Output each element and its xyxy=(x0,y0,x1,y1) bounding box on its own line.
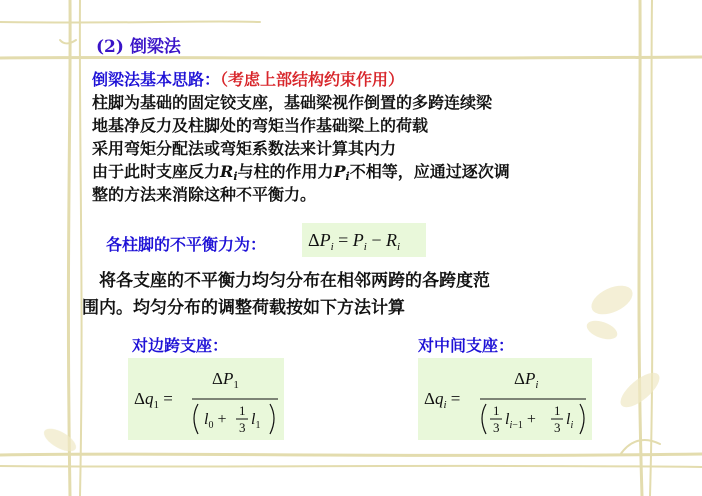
edge-formula-box xyxy=(128,358,284,440)
text-line-4: 由于此时支座反力$R_i$与柱的作用力$P_i$不相等，应通过逐次调 xyxy=(92,162,510,183)
svg-text:3: 3 xyxy=(239,420,246,435)
middle-support-label: 对中间支座： xyxy=(418,336,515,355)
slide-title: (2) 倒梁法 xyxy=(96,37,181,57)
svg-text:3: 3 xyxy=(493,420,500,435)
svg-text:ΔP1: $\Delta P_1$ xyxy=(212,369,239,391)
unbalance-formula-box xyxy=(302,223,426,257)
content-lines xyxy=(92,68,632,206)
edge-support-label: 对边跨支座： xyxy=(132,336,229,355)
svg-text:li: $l_i$ xyxy=(566,411,574,431)
svg-text:ΔPi: $\Delta P_i$ xyxy=(514,369,539,391)
paragraph-line-2: 围内。均匀分布的调整荷载按如下方法计算 xyxy=(82,298,405,318)
text-line-2: 地基净反力及柱脚处的弯矩当作基础梁上的荷载 xyxy=(92,116,429,135)
idea-note: （考虑上部结构约束作用） xyxy=(220,70,405,89)
symbol-P: P xyxy=(333,162,346,181)
adjustment-paragraph xyxy=(82,268,642,322)
svg-text:3: 3 xyxy=(554,420,561,435)
svg-text:li−1 +: $l_i-1$ + xyxy=(505,411,536,431)
svg-text:l0 +: $l_0$ + xyxy=(204,411,227,431)
middle-formula-box xyxy=(418,358,592,440)
edge-formula xyxy=(128,358,284,440)
svg-text:1: 1 xyxy=(554,403,561,418)
idea-heading: 倒梁法基本思路： xyxy=(92,70,221,89)
svg-text:1: 1 xyxy=(493,403,500,418)
symbol-R: R xyxy=(220,162,234,181)
text-line-1: 柱脚为基础的固定铰支座，基础梁视作倒置的多跨连续梁 xyxy=(92,93,493,112)
paragraph-line-1: 将各支座的不平衡力均匀分布在相邻两跨的各跨度范 xyxy=(82,271,490,291)
text-line-5: 整的方法来消除这种不平衡力。 xyxy=(92,185,317,204)
svg-text:Δqi =: $\Delta q_i$ = xyxy=(424,389,461,411)
middle-formula xyxy=(418,358,592,440)
svg-text:ΔPi = Pi − Ri: $\Delta P_i = P_i - R_i$ xyxy=(308,230,401,253)
unbalance-formula xyxy=(302,223,426,257)
unbalance-label: 各柱脚的不平衡力为： xyxy=(106,235,267,254)
svg-text:1: 1 xyxy=(239,403,246,418)
svg-text:Δq1 =: $\Delta q_1$ = xyxy=(134,389,173,411)
text-line-3: 采用弯矩分配法或弯矩系数法来计算其内力 xyxy=(92,139,397,158)
idea-heading-line xyxy=(92,68,632,91)
svg-text:l1: $l_1$ xyxy=(251,411,261,431)
